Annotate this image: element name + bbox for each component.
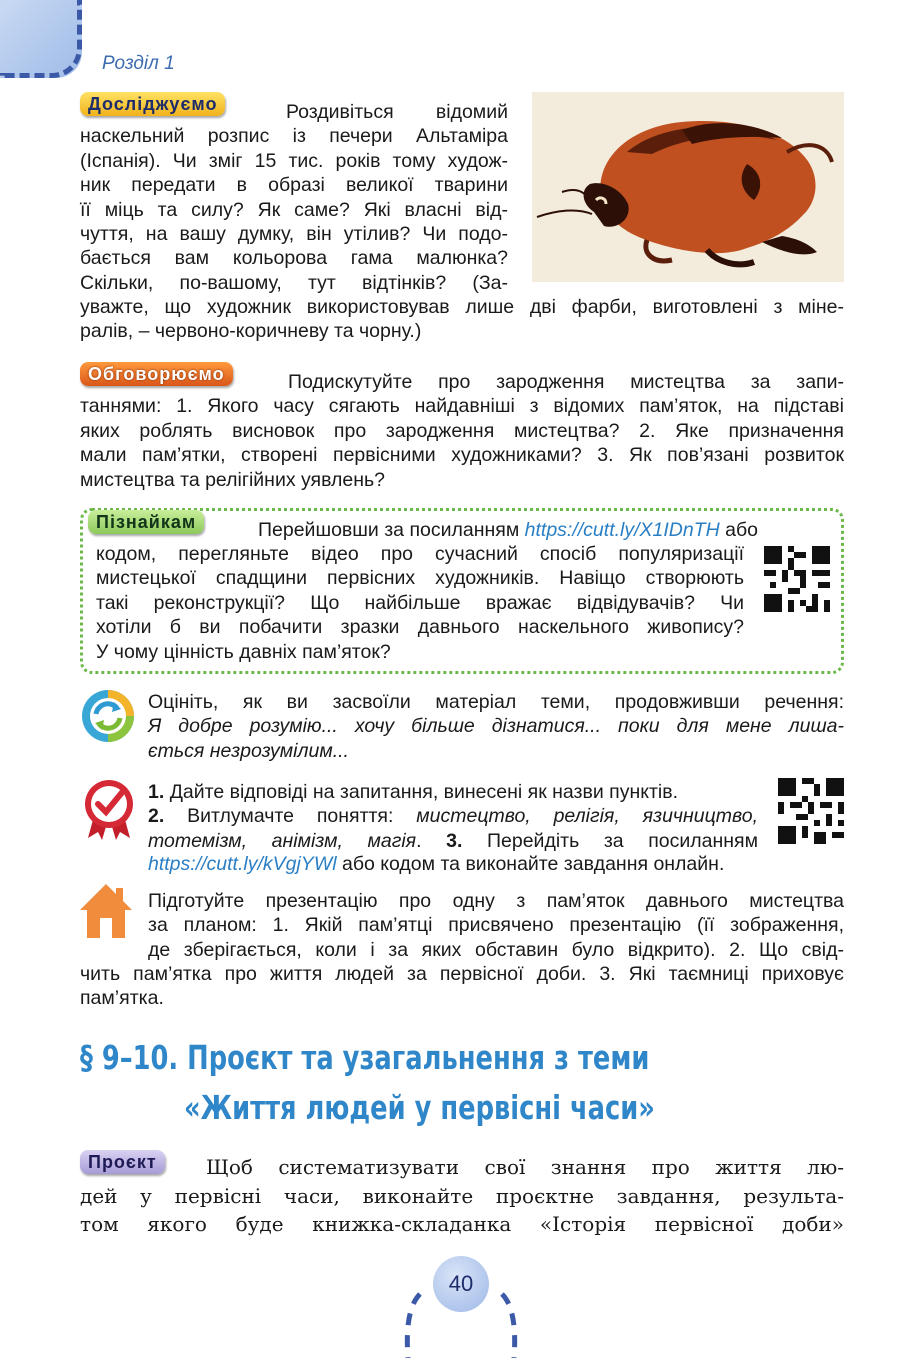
project-tag: Проєкт [80,1150,165,1174]
reflect-line: Я добре розумію... хочу більше дізнатися... поки для мене лиша- [148,715,844,738]
check-link[interactable]: https://cutt.ly/kVgjYWl [148,853,337,875]
altamira-bison-image [532,92,844,282]
research-line: ралів, – червоно-коричневу та чорну.) [80,320,422,343]
home-line: за планом: 1. Якій пам’ятці присвячено презентацію (її зображення, [148,914,844,937]
learn-line: У чому цінність давніх пам’яток? [96,640,391,663]
reflect-line: ється незрозумілим... [148,739,349,762]
learn-line: хотіли б ви побачити зразки давнього наскельного живопису? [96,616,744,639]
research-line: наскельний розпис із печери Альтаміра [80,125,508,148]
check-line-3 [148,829,758,853]
refresh-icon [80,688,136,750]
check-task-1: Дайте відповіді на запитання, винесені як назви пунктів. [169,781,679,803]
check-terms-1: мистецтво, релігія, язичництво, [416,805,758,828]
learn-link[interactable]: https://cutt.ly/X1IDnTH [524,519,720,541]
discuss-line: яких роблять висновок про зародження мистецтва? 2. Яке призначення [80,419,844,442]
research-line: бається вам кольорова гама малюнка? [80,247,508,270]
home-text-wide [80,962,844,1011]
research-line: чуття, на вашу думку, він утілив? Чи подо- [80,223,508,246]
project-line: дей у первісні часи, виконайте проєктне завдання, результа- [80,1183,844,1208]
corner-dashed-border [0,0,82,78]
checkmark-badge-icon [80,778,138,846]
discuss-tag: Обговорюємо [80,362,233,386]
check-line-4 [148,852,724,876]
check-task-2: Витлумачте поняття: [187,805,394,828]
research-line: Скільки, по-вашому, тут відтінків? (За- [80,271,508,294]
learn-first-line [258,518,758,542]
qr-code-quiz[interactable] [778,778,844,850]
check-line-1 [148,780,758,804]
research-line: її міць та силу? Як саме? Які власні від- [80,198,508,221]
check-task-4: або кодом та виконайте завдання онлайн. [341,853,725,875]
home-text-narrow [148,889,844,962]
home-line: де зберігається, коли і за яких обставин було відкрито). 2. Що свід- [148,938,844,961]
reflect-text [148,690,844,763]
check-terms-2: тотемізм, анімізм, магія [148,829,417,852]
section-heading-line-1: § 9–10. Проєкт та узагальнення з теми [80,1038,650,1077]
research-line: уважте, що художник використовував лише дві фарби, виготовлені з міне- [80,296,844,318]
home-line: пам’ятка. [80,987,164,1010]
section-label: Розділ 1 [102,53,175,74]
check-num-2: 2. [148,805,165,828]
project-line: Щоб систематизувати свої знання про життя лю- [206,1155,844,1179]
check-num-1: 1. [148,781,165,803]
research-tag: Досліджуємо [80,92,225,116]
check-num-3: 3. [446,829,463,852]
home-icon [78,880,134,946]
discuss-text [80,370,844,492]
discuss-line: мали пам’ятки, створені первісними художниками? 3. Як пов’язані розвиток [80,444,844,467]
discuss-line: мистецтва та релігійних уявлень? [80,468,386,491]
section-heading-line-2: «Життя людей у первісні часи» [184,1088,655,1127]
project-text [80,1153,844,1239]
research-text-narrow [80,100,508,295]
learn-tag: Пізнайкам [88,510,204,534]
project-line: том якого буде книжка-складанка «Історія первісної доби» [80,1212,844,1236]
learn-tag-wrap [88,510,204,534]
discuss-line: таннями: 1. Якого часу сягають найдавніші з відомих пам’яток, на підставі [80,395,844,418]
learn-first-end: або [725,519,759,541]
learn-first-text: Перейшовши за посиланням [258,519,520,541]
learn-line: такі реконструкції? Що найбільше вражає відвідувачів? Чи [96,591,744,614]
check-line-2 [148,804,758,828]
research-line: Роздивіться відомий [286,101,508,123]
research-line: ник передати в образі великої тварини [80,174,508,197]
reflect-line: Оцініть, як ви засвоїли матеріал теми, продовживши речення: [148,691,844,713]
discuss-line: Подискутуйте про зародження мистецтва за запи- [288,371,844,393]
learn-line: мистецької спадщини первісних художників. Навіщо створюють [96,567,744,590]
check-dot: . [416,829,422,852]
research-text-wide [80,295,844,344]
research-line: (Іспанія). Чи зміг 15 тис. років тому худож- [80,149,508,172]
learn-text [96,542,744,664]
home-line: Підготуйте презентацію про одну з пам’яток давнього мистецтва [148,890,844,912]
learn-line: кодом, перегляньте відео про сучасний спосіб популяризації [96,543,744,565]
check-task-3: Перейдіть за посиланням [487,829,759,852]
qr-code-video[interactable] [764,546,830,618]
home-line: чить пам’ятка про життя людей за первісної доби. 3. Які таємниці приховує [80,963,844,985]
check-text [148,780,758,853]
page-number: 40 [433,1256,489,1312]
